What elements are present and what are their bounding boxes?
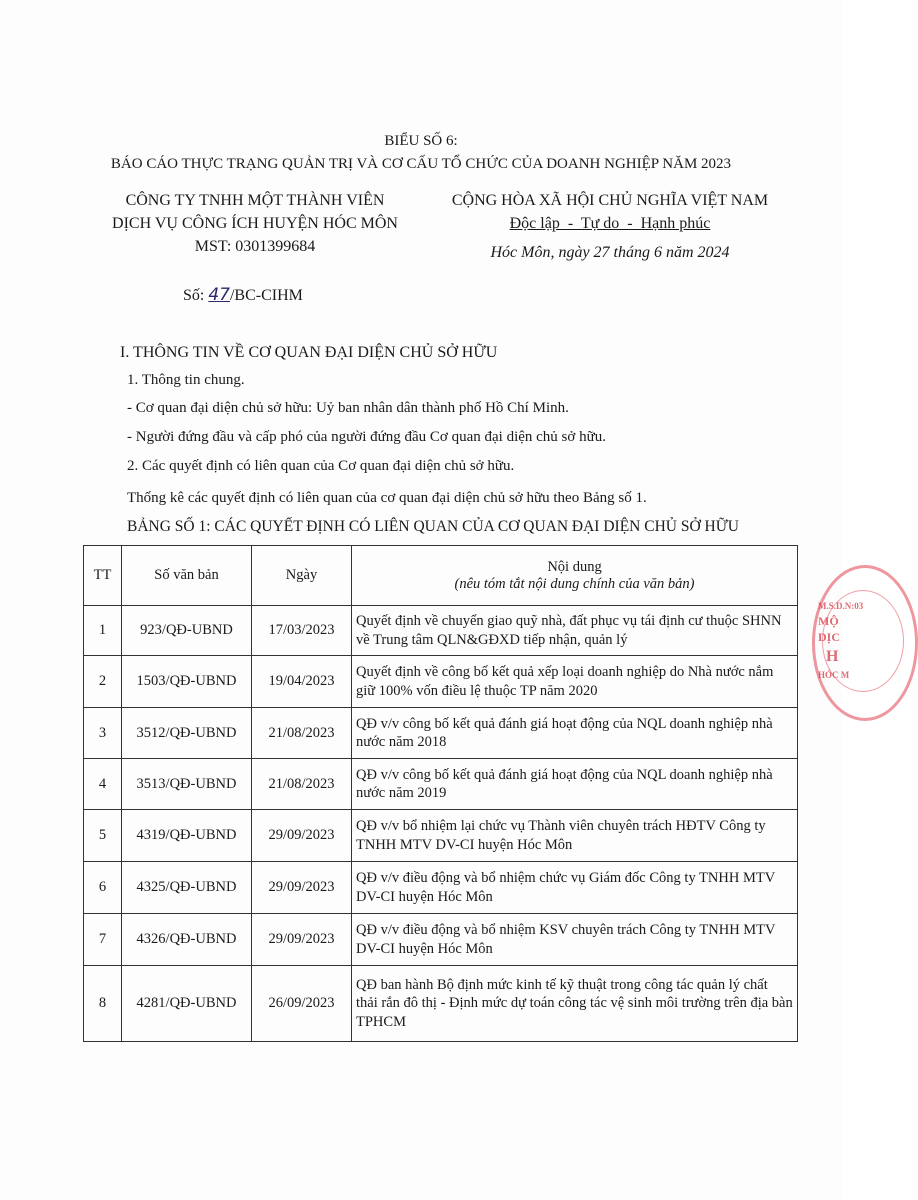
document-number: [183, 285, 303, 305]
cell-tt: 7: [84, 914, 122, 966]
place-date: Hóc Môn, ngày 27 tháng 6 năm 2024: [490, 244, 730, 261]
cell-date: 29/09/2023: [252, 810, 352, 862]
company-seal-text: M.S.D.N:03 MỘ DỊC H HÓC M: [818, 601, 864, 680]
cell-tt: 6: [84, 862, 122, 914]
cell-content: QĐ v/v công bố kết quả đánh giá hoạt động của NQL doanh nghiệp nhà nước năm 2019: [352, 759, 798, 810]
table-row: [84, 810, 798, 862]
paragraph-decisions: 2. Các quyết định có liên quan của Cơ quan đại diện chủ sở hữu.: [127, 458, 515, 474]
cell-doc-no: 4319/QĐ-UBND: [122, 810, 252, 862]
table-row: [84, 708, 798, 759]
cell-content: QĐ v/v điều động và bổ nhiệm KSV chuyên trách Công ty TNHH MTV DV-CI huyện Hóc Môn: [352, 914, 798, 966]
cell-content: QĐ ban hành Bộ định mức kinh tế kỹ thuật trong công tác quản lý chất thải rắn đô thị - Định mức dự toán công tác vệ sinh môi trường trên địa bàn TPHCM: [352, 966, 798, 1042]
cell-date: 26/09/2023: [252, 966, 352, 1042]
decisions-table: [83, 545, 798, 1042]
republic-motto: Độc lập - Tự do - Hạnh phúc: [509, 215, 711, 232]
table-header-row: [84, 546, 798, 606]
table-row: [84, 862, 798, 914]
cell-tt: 8: [84, 966, 122, 1042]
cell-date: 21/08/2023: [252, 759, 352, 810]
cell-content: Quyết định về công bố kết quả xếp loại doanh nghiệp do Nhà nước nắm giữ 100% vốn điều lệ thuộc TP năm 2020: [352, 656, 798, 708]
form-number: BIỂU SỐ 6:: [384, 133, 458, 149]
cell-tt: 5: [84, 810, 122, 862]
table-row: [84, 759, 798, 810]
cell-doc-no: 4325/QĐ-UBND: [122, 862, 252, 914]
company-line2: DỊCH VỤ CÔNG ÍCH HUYỆN HÓC MÔN: [112, 215, 398, 232]
header-content-note: (nêu tóm tắt nội dung chính của văn bản): [454, 575, 695, 592]
header-content-title: Nội dung: [547, 558, 602, 575]
section-title: I. THÔNG TIN VỀ CƠ QUAN ĐẠI DIỆN CHỦ SỞ HỮU: [120, 344, 498, 361]
header-content: [352, 546, 798, 606]
table-row: [84, 606, 798, 656]
cell-content: QĐ v/v công bố kết quả đánh giá hoạt động của NQL doanh nghiệp nhà nước năm 2018: [352, 708, 798, 759]
paragraph-head-of-agency: - Người đứng đầu và cấp phó của người đứng đầu Cơ quan đại diện chủ sở hữu.: [127, 429, 606, 445]
cell-tt: 3: [84, 708, 122, 759]
cell-doc-no: 4281/QĐ-UBND: [122, 966, 252, 1042]
table-row: [84, 914, 798, 966]
republic-line1: CỘNG HÒA XÃ HỘI CHỦ NGHĨA VIỆT NAM: [451, 192, 769, 209]
cell-date: 17/03/2023: [252, 606, 352, 656]
company-tax-code: MST: 0301399684: [194, 238, 316, 255]
cell-tt: 4: [84, 759, 122, 810]
company-line1: CÔNG TY TNHH MỘT THÀNH VIÊN: [125, 192, 385, 209]
paragraph-general-info: 1. Thông tin chung.: [127, 372, 245, 388]
table-row: [84, 966, 798, 1042]
cell-doc-no: 3513/QĐ-UBND: [122, 759, 252, 810]
header-doc-no: Số văn bản: [122, 546, 252, 606]
cell-date: 29/09/2023: [252, 862, 352, 914]
report-title: BÁO CÁO THỰC TRẠNG QUẢN TRỊ VÀ CƠ CẤU TỔ CHỨC CỦA DOANH NGHIỆP NĂM 2023: [110, 156, 732, 172]
header-tt: TT: [84, 546, 122, 606]
cell-tt: 1: [84, 606, 122, 656]
doc-prefix: Số:: [183, 287, 205, 304]
table-title: BẢNG SỐ 1: CÁC QUYẾT ĐỊNH CÓ LIÊN QUAN CỦA CƠ QUAN ĐẠI DIỆN CHỦ SỞ HỮU: [127, 518, 739, 535]
cell-doc-no: 923/QĐ-UBND: [122, 606, 252, 656]
cell-doc-no: 4326/QĐ-UBND: [122, 914, 252, 966]
cell-date: 21/08/2023: [252, 708, 352, 759]
table-row: [84, 656, 798, 708]
cell-content: QĐ v/v điều động và bổ nhiệm chức vụ Giám đốc Công ty TNHH MTV DV-CI huyện Hóc Môn: [352, 862, 798, 914]
cell-tt: 2: [84, 656, 122, 708]
cell-content: QĐ v/v bổ nhiệm lại chức vụ Thành viên chuyên trách HĐTV Công ty TNHH MTV DV-CI huyện Hóc Môn: [352, 810, 798, 862]
cell-date: 19/04/2023: [252, 656, 352, 708]
cell-content: Quyết định về chuyển giao quỹ nhà, đất phục vụ tái định cư thuộc SHNN về Trung tâm QLN&GĐXD tiếp nhận, quản lý: [352, 606, 798, 656]
doc-number-handwritten: 47: [208, 285, 230, 305]
doc-suffix: /BC-CIHM: [229, 287, 303, 304]
header-date: Ngày: [252, 546, 352, 606]
paragraph-owner-agency: - Cơ quan đại diện chủ sở hữu: Uỷ ban nhân dân thành phố Hồ Chí Minh.: [127, 400, 569, 416]
cell-doc-no: 1503/QĐ-UBND: [122, 656, 252, 708]
cell-doc-no: 3512/QĐ-UBND: [122, 708, 252, 759]
cell-date: 29/09/2023: [252, 914, 352, 966]
paragraph-statistics: Thống kê các quyết định có liên quan của cơ quan đại diện chủ sở hữu theo Bảng số 1.: [127, 490, 647, 506]
